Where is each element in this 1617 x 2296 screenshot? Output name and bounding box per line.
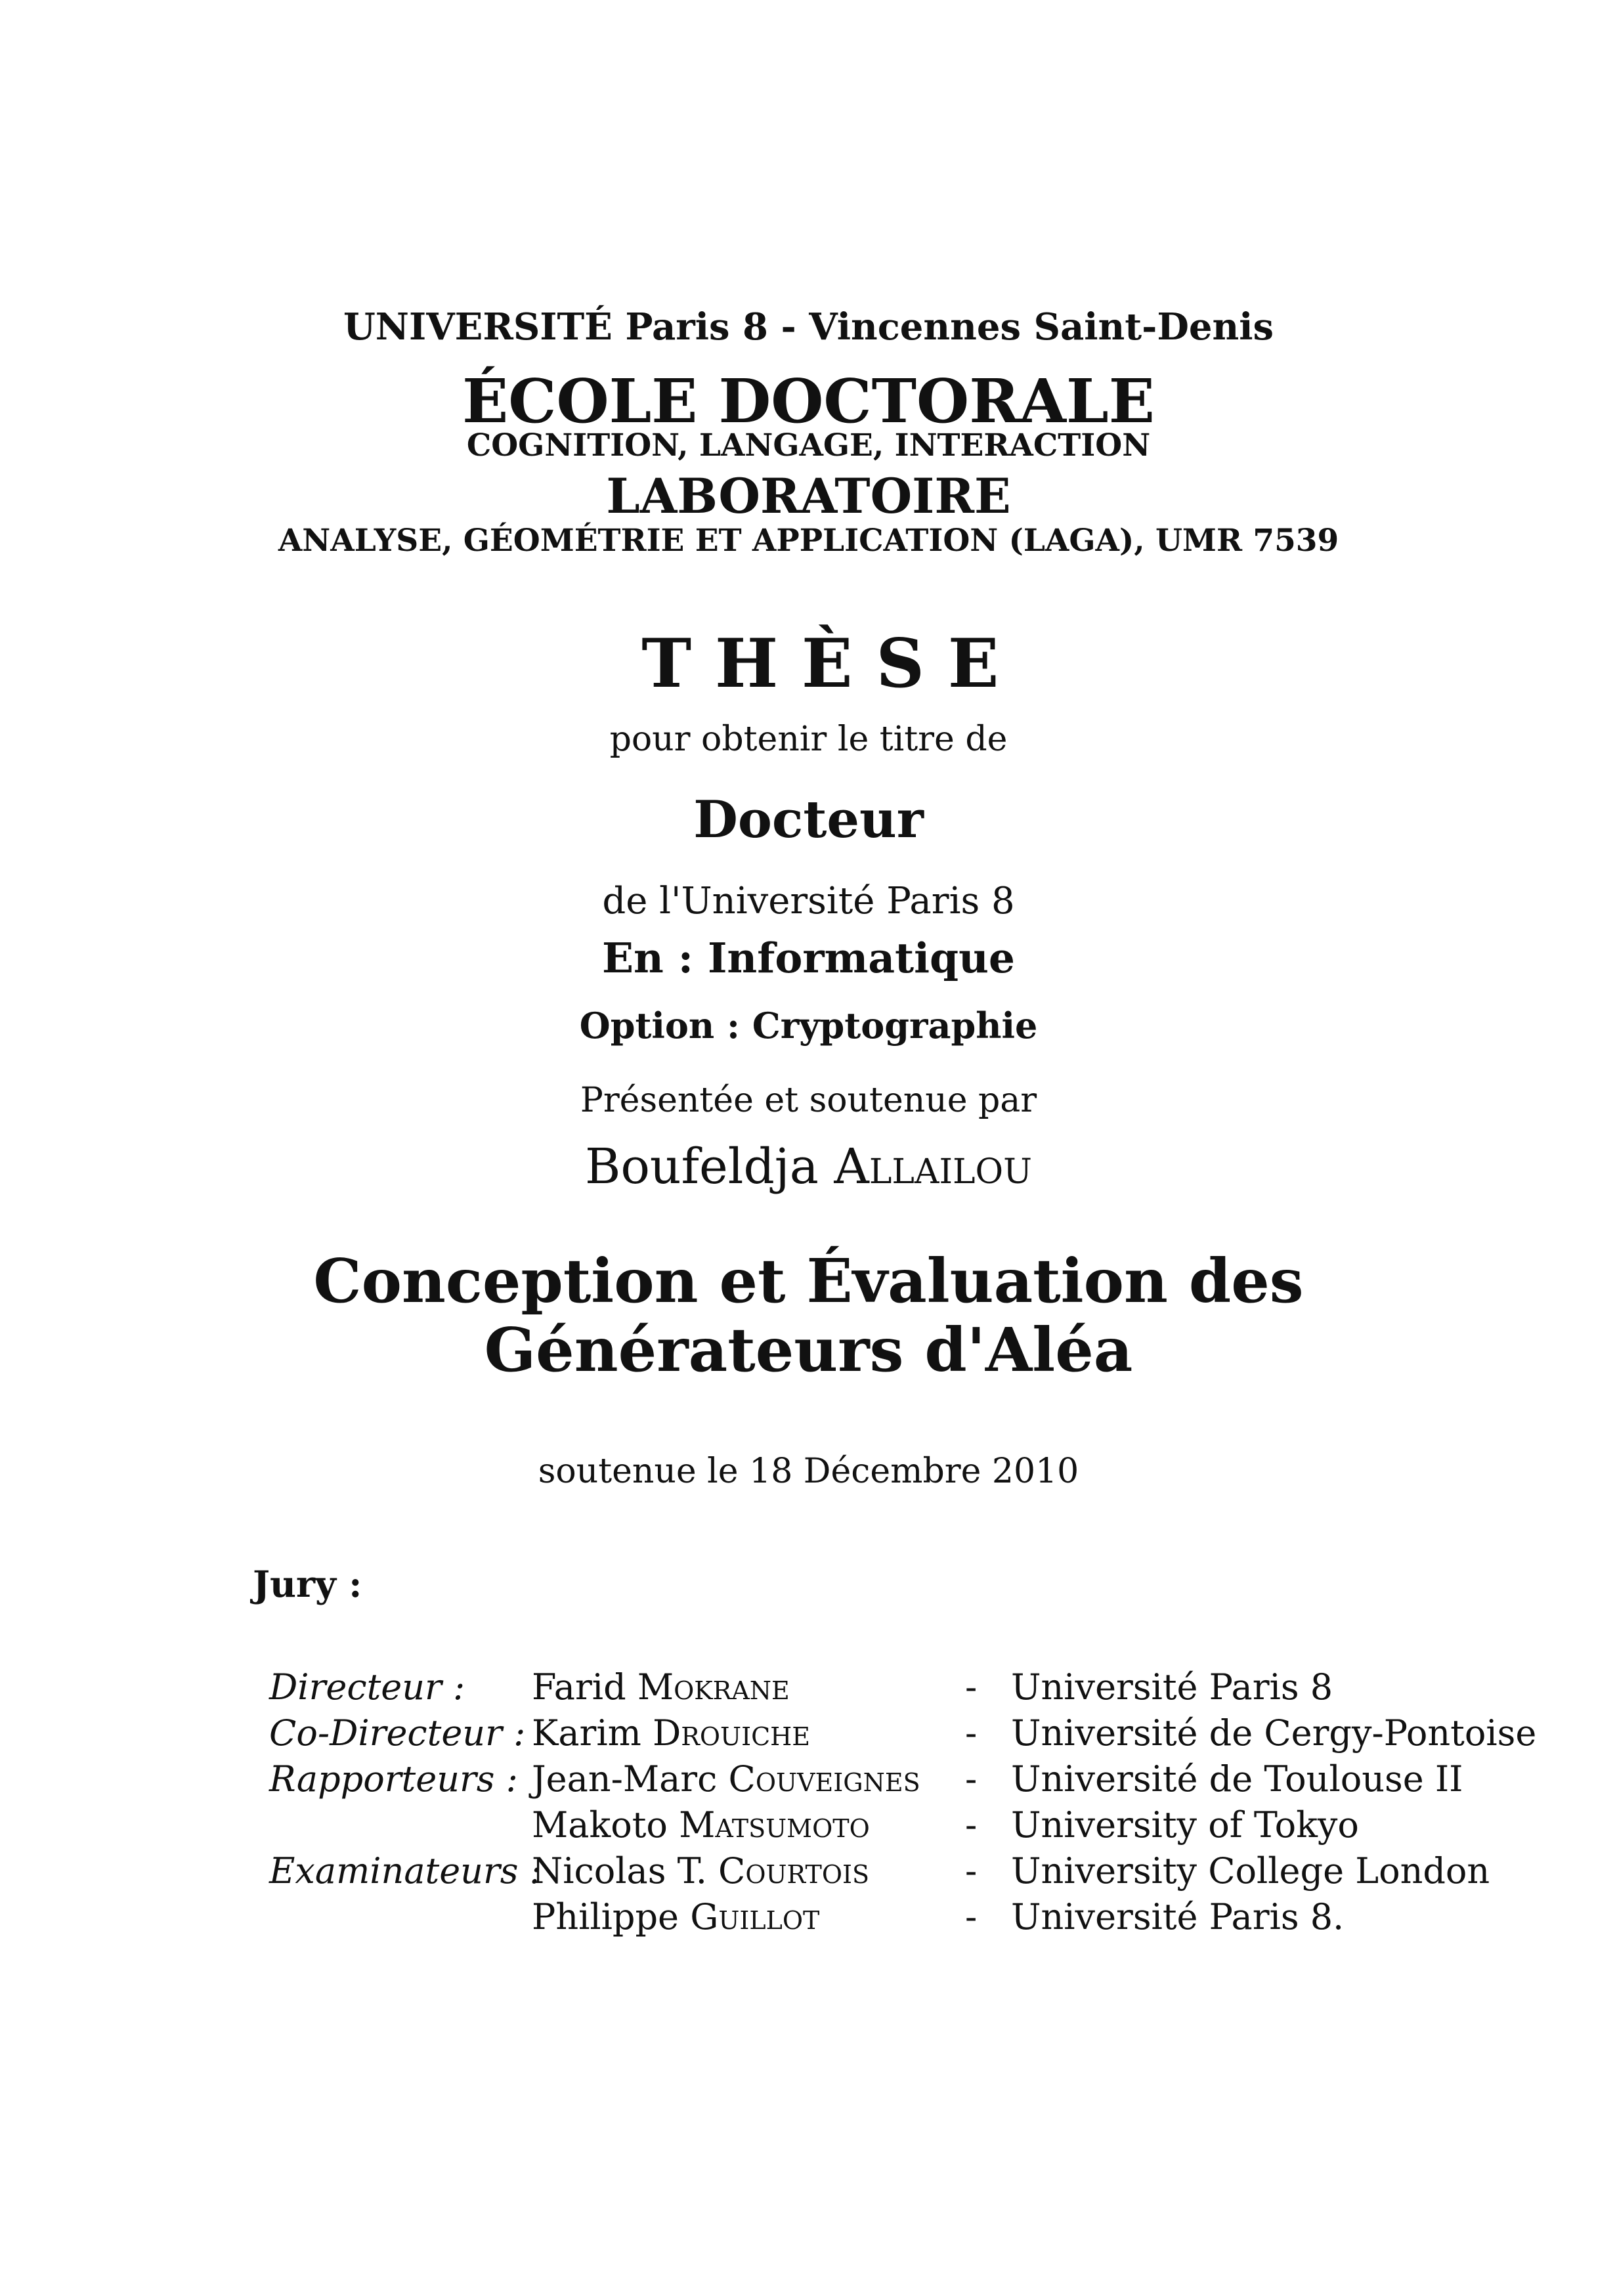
jury-table bbox=[269, 1664, 1537, 1940]
jury-member-name bbox=[532, 1848, 869, 1894]
author-first-name: Boufeldja bbox=[585, 1138, 819, 1195]
jury-affiliation: Université Paris 8. bbox=[1011, 1896, 1345, 1938]
degree-option: Option : Cryptographie bbox=[579, 1005, 1038, 1047]
jury-last-name: Mokrane bbox=[637, 1666, 790, 1708]
jury-affiliation: Université Paris 8 bbox=[1011, 1666, 1333, 1708]
jury-separator: - bbox=[965, 1666, 978, 1708]
jury-member-name bbox=[532, 1710, 810, 1756]
jury-first-name: Philippe bbox=[532, 1896, 679, 1938]
jury-first-name: Nicolas T. bbox=[532, 1850, 707, 1892]
jury-separator: - bbox=[965, 1804, 978, 1846]
jury-member-name bbox=[532, 1894, 819, 1940]
doctoral-school-subtitle: COGNITION, LANGAGE, INTERACTION bbox=[466, 427, 1151, 464]
jury-separator: - bbox=[965, 1896, 978, 1938]
jury-last-name: Courtois bbox=[718, 1850, 870, 1892]
defense-date: soutenue le 18 Décembre 2010 bbox=[538, 1452, 1079, 1491]
jury-row bbox=[269, 1848, 1517, 1894]
jury-member-name bbox=[532, 1756, 920, 1802]
jury-last-name: Matsumoto bbox=[679, 1804, 870, 1846]
degree-field: En : Informatique bbox=[602, 934, 1015, 982]
author-last-name: Allailou bbox=[834, 1138, 1032, 1195]
jury-first-name: Farid bbox=[532, 1666, 626, 1708]
jury-last-name: Drouiche bbox=[653, 1712, 811, 1754]
jury-affiliation: University College London bbox=[1011, 1850, 1490, 1892]
thesis-heading: THÈSE bbox=[641, 624, 1023, 703]
jury-row bbox=[269, 1802, 1517, 1848]
jury-separator: - bbox=[965, 1758, 978, 1800]
degree-purpose: pour obtenir le titre de bbox=[609, 720, 1008, 759]
jury-first-name: Jean-Marc bbox=[532, 1758, 718, 1800]
doctoral-school-title: ÉCOLE DOCTORALE bbox=[462, 366, 1155, 437]
thesis-title-line-1: Conception et Évaluation des bbox=[313, 1245, 1304, 1316]
university-line: UNIVERSITÉ Paris 8 - Vincennes Saint-Denis bbox=[343, 305, 1274, 349]
jury-row bbox=[269, 1710, 1537, 1756]
jury-role: Rapporteurs : bbox=[269, 1758, 518, 1800]
jury-member-name bbox=[532, 1664, 790, 1710]
jury-last-name: Guillot bbox=[690, 1896, 820, 1938]
jury-role: Co-Directeur : bbox=[269, 1712, 526, 1754]
jury-separator: - bbox=[965, 1712, 978, 1754]
degree-institution: de l'Université Paris 8 bbox=[602, 880, 1015, 922]
author-name bbox=[0, 1138, 1617, 1195]
jury-row bbox=[269, 1894, 1517, 1940]
jury-row bbox=[269, 1756, 1517, 1802]
laboratory-subtitle: ANALYSE, GÉOMÉTRIE ET APPLICATION (LAGA), UMR 7539 bbox=[278, 523, 1339, 559]
jury-affiliation: Université de Toulouse II bbox=[1011, 1758, 1463, 1800]
jury-row bbox=[269, 1664, 1517, 1710]
thesis-title-line-2: Générateurs d'Aléa bbox=[484, 1314, 1133, 1385]
jury-separator: - bbox=[965, 1850, 978, 1892]
presented-by: Présentée et soutenue par bbox=[580, 1081, 1037, 1120]
jury-affiliation: Université de Cergy-Pontoise bbox=[1011, 1712, 1537, 1754]
jury-first-name: Karim bbox=[532, 1712, 641, 1754]
jury-first-name: Makoto bbox=[532, 1804, 668, 1846]
degree-title: Docteur bbox=[693, 790, 924, 850]
jury-last-name: Couveignes bbox=[728, 1758, 920, 1800]
jury-member-name bbox=[532, 1802, 870, 1848]
jury-label: Jury : bbox=[253, 1563, 362, 1605]
laboratory-title: LABORATOIRE bbox=[606, 468, 1011, 525]
jury-role: Examinateurs : bbox=[269, 1850, 542, 1892]
jury-role: Directeur : bbox=[269, 1666, 465, 1708]
jury-affiliation: University of Tokyo bbox=[1011, 1804, 1359, 1846]
